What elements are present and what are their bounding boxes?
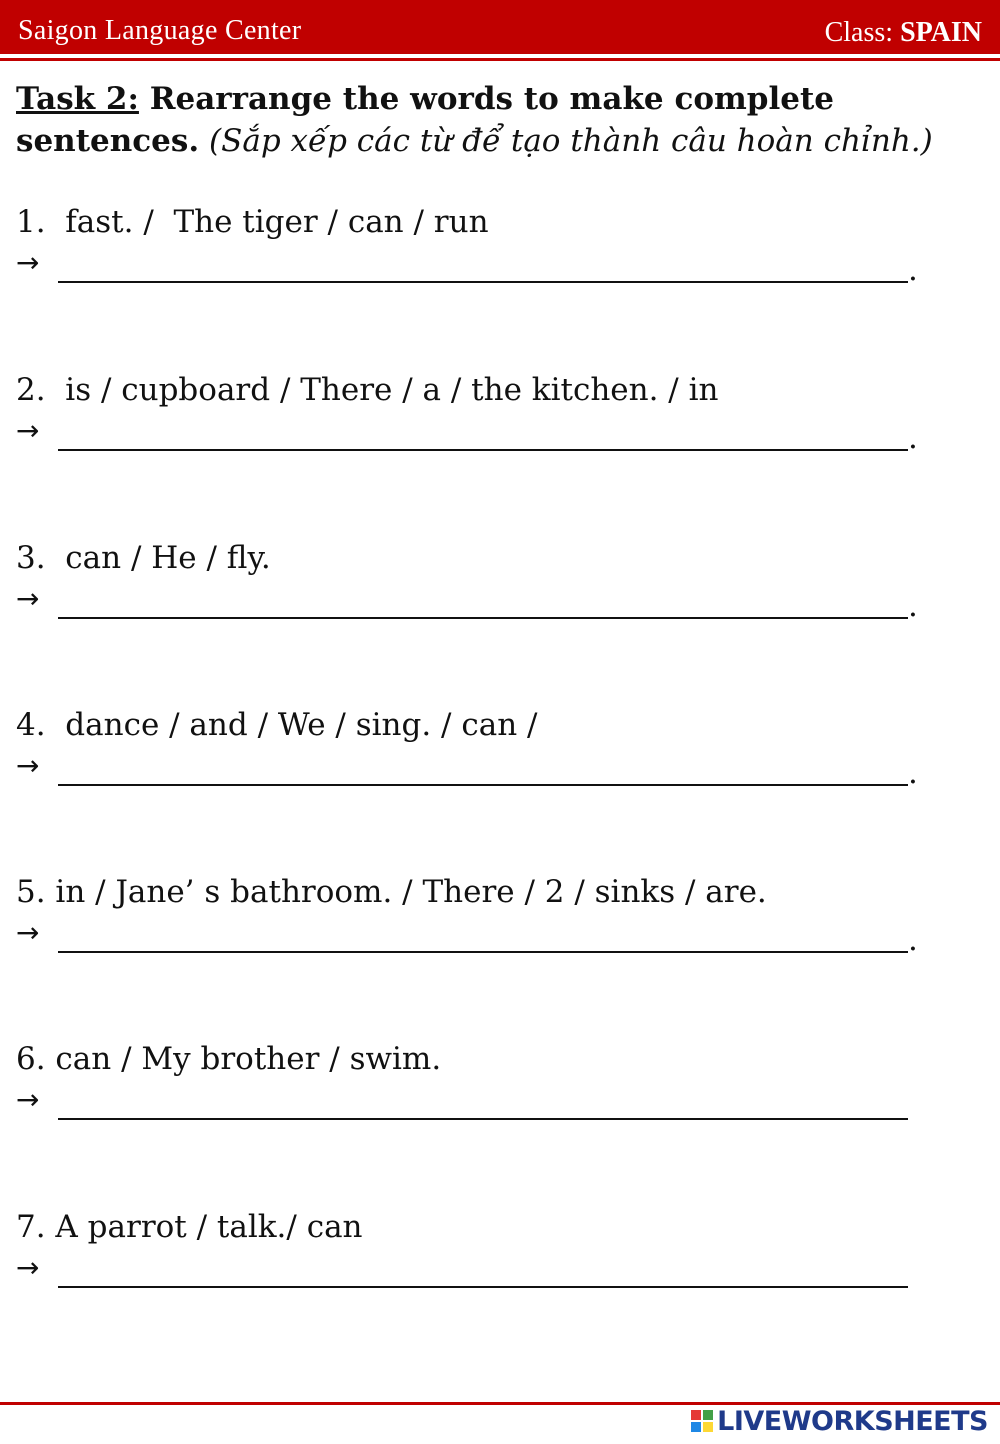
task-translation: (Sắp xếp các từ để tạo thành câu hoàn chỉnh.)	[209, 123, 933, 159]
header-divider	[0, 58, 1000, 61]
answer-input-1[interactable]	[58, 281, 908, 283]
logo-blocks-icon	[691, 1410, 713, 1432]
logo-block	[691, 1410, 701, 1420]
answer-input-2[interactable]	[58, 449, 908, 451]
answer-input-4[interactable]	[58, 784, 908, 786]
task-label: Task 2:	[16, 81, 139, 117]
arrow-icon: →	[16, 414, 40, 447]
answer-row	[16, 749, 976, 791]
exercise-item-1	[16, 204, 976, 288]
answer-row	[16, 1085, 976, 1121]
arrow-icon: →	[16, 246, 40, 279]
logo-block	[691, 1422, 701, 1432]
class-info	[825, 17, 982, 49]
exercise-item-5	[16, 874, 976, 958]
arrow-icon: →	[16, 749, 40, 782]
item-prompt: 1. fast. / The tiger / can / run	[16, 204, 489, 240]
exercise-item-2	[16, 372, 976, 456]
item-prompt: 7. A parrot / talk./ can	[16, 1209, 363, 1245]
answer-row	[16, 916, 976, 958]
class-label: Class:	[824, 17, 894, 48]
end-mark: .	[908, 420, 918, 456]
arrow-icon: →	[16, 1083, 40, 1116]
exercise-item-6	[16, 1041, 976, 1121]
answer-row	[16, 414, 976, 456]
end-mark: .	[908, 588, 918, 624]
answer-row	[16, 246, 976, 288]
logo-block	[703, 1410, 713, 1420]
exercise-item-3	[16, 540, 976, 624]
exercise-item-4	[16, 707, 976, 791]
header-bar	[0, 0, 1000, 54]
item-prompt: 6. can / My brother / swim.	[16, 1041, 442, 1077]
arrow-icon: →	[16, 582, 40, 615]
logo-block	[703, 1422, 713, 1432]
task-instruction: Rearrange the words to make complete sentences.	[16, 81, 835, 159]
answer-row	[16, 582, 976, 624]
answer-input-3[interactable]	[58, 617, 908, 619]
class-name: SPAIN	[900, 17, 982, 48]
arrow-icon: →	[16, 1251, 40, 1284]
answer-row	[16, 1253, 976, 1289]
item-prompt: 3. can / He / fly.	[16, 540, 271, 576]
end-mark: .	[908, 252, 918, 288]
arrow-icon: →	[16, 916, 40, 949]
end-mark: .	[908, 755, 918, 791]
item-prompt: 2. is / cupboard / There / a / the kitchen. / in	[16, 372, 719, 408]
item-prompt: 4. dance / and / We / sing. / can /	[16, 707, 538, 743]
logo-text: LIVEWORKSHEETS	[717, 1405, 988, 1437]
answer-input-6[interactable]	[58, 1118, 908, 1120]
item-prompt: 5. in / Jane’ s bathroom. / There / 2 / sinks / are.	[16, 874, 767, 910]
end-mark: .	[908, 922, 918, 958]
center-name: Saigon Language Center	[18, 15, 302, 46]
answer-input-5[interactable]	[58, 951, 908, 953]
exercise-item-7	[16, 1209, 976, 1289]
answer-input-7[interactable]	[58, 1286, 908, 1288]
liveworksheets-logo[interactable]	[691, 1404, 988, 1438]
task-heading	[16, 78, 976, 162]
